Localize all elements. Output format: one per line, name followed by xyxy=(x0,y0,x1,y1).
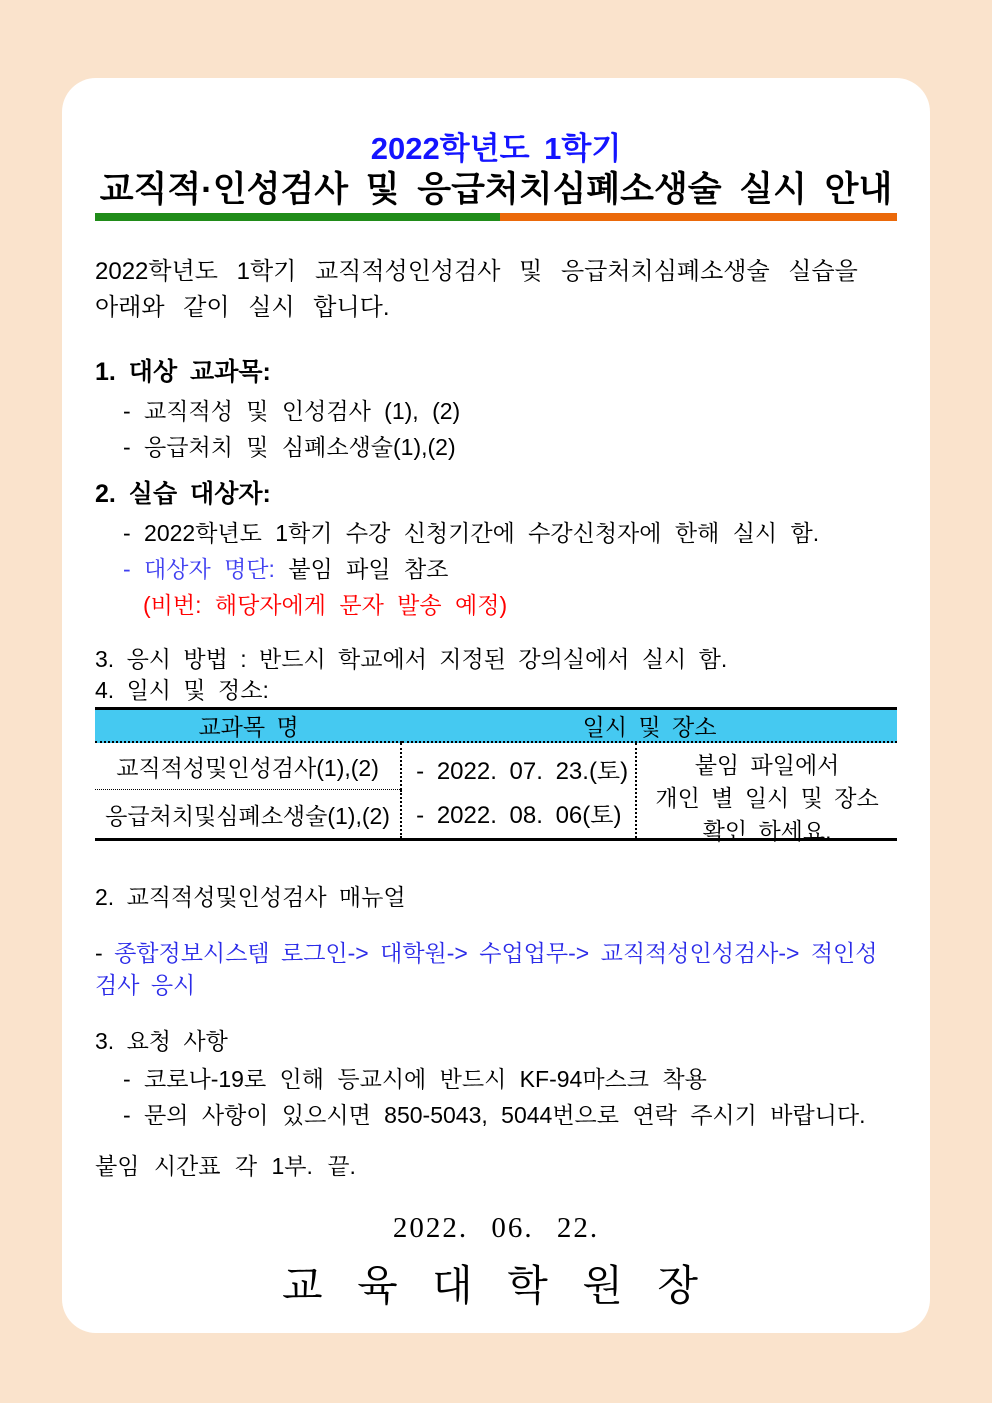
notice-title-main: 교직적·인성검사 및 응급처치심폐소생술 실시 안내 xyxy=(99,170,893,209)
table-row: 응급처치및심폐소생술(1),(2) xyxy=(95,790,402,838)
section-schedule: 4. 일시 및 정소: xyxy=(95,677,269,703)
date-line: - 2022. 08. 06(토) xyxy=(416,801,622,829)
table-header-datetime-place: 일시 및 장소 xyxy=(402,710,897,743)
title-underline xyxy=(95,213,897,221)
section-target-courses xyxy=(95,357,897,465)
notice-card xyxy=(62,78,930,1333)
password-notice: (비번: 해당자에게 문자 발송 예정) xyxy=(143,592,508,618)
target-roster-note: 붙임 파일 참조 xyxy=(274,556,449,582)
list-item: - 교직적성 및 인성검사 (1), (2) xyxy=(123,398,461,424)
note-line: 개인 별 일시 및 장소 xyxy=(655,785,879,811)
title-underline-orange-segment xyxy=(500,213,897,221)
requests-list xyxy=(95,1061,897,1133)
table-cell-place-note xyxy=(637,743,897,844)
notice-title-semester: 2022학년도 1학기 xyxy=(370,131,622,166)
list-item: - 문의 사항이 있으시면 850-5043, 5044번으로 연락 주시기 바랍니다. xyxy=(123,1102,866,1128)
target-roster-label: - 대상자 명단: xyxy=(123,556,275,582)
note-line: 확인 하세요. xyxy=(702,818,832,844)
table-row: 교직적성및인성검사(1),(2) xyxy=(95,743,402,790)
intro-line-1: 2022학년도 1학기 교직적성인성검사 및 응급처치심폐소생술 실습을 xyxy=(95,258,858,285)
section-requests-heading: 3. 요청 사항 xyxy=(95,1028,228,1054)
section-practice-targets-heading: 2. 실습 대상자: xyxy=(95,480,271,508)
list-item: - 응급처치 및 심폐소생술(1),(2) xyxy=(123,434,456,460)
attachment-note: 붙임 시간표 각 1부. 끝. xyxy=(95,1153,356,1179)
list-item xyxy=(123,551,897,587)
section-manual-heading: 2. 교직적성및인성검사 매뉴얼 xyxy=(95,884,406,910)
target-courses-list xyxy=(95,393,897,465)
manual-path-text: 종합정보시스템 로그인-> 대학원-> 수업업무-> 교직적성인성검사-> 적인성검사 응시 xyxy=(95,940,878,998)
manual-path-line xyxy=(95,937,897,1001)
list-item: - 2022학년도 1학기 수강 신청기간에 수강신청자에 한해 실시 함. xyxy=(123,520,820,546)
list-item: - 코로나-19로 인해 등교시에 반드시 KF-94마스크 착용 xyxy=(123,1066,707,1092)
section-practice-targets xyxy=(95,479,897,623)
note-line: 붙임 파일에서 xyxy=(694,752,840,778)
title-underline-green-segment xyxy=(95,213,500,221)
signature-date: 2022. 06. 22. xyxy=(392,1212,600,1244)
table-header-course: 교과목 명 xyxy=(95,710,402,743)
intro-line-2: 아래와 같이 실시 합니다. xyxy=(95,294,390,321)
practice-targets-list xyxy=(95,515,897,623)
section-target-courses-heading: 1. 대상 교과목: xyxy=(95,358,271,386)
schedule-table xyxy=(95,707,897,844)
section-method: 3. 응시 방법 : 반드시 학교에서 지정된 강의실에서 실시 함. xyxy=(95,646,728,672)
table-cell-dates xyxy=(402,743,637,838)
intro-paragraph xyxy=(95,254,897,326)
signature-title: 교 육 대 학 원 장 xyxy=(282,1264,710,1310)
manual-path-dash: - xyxy=(95,940,115,966)
date-line: - 2022. 07. 23.(토) xyxy=(416,758,629,786)
